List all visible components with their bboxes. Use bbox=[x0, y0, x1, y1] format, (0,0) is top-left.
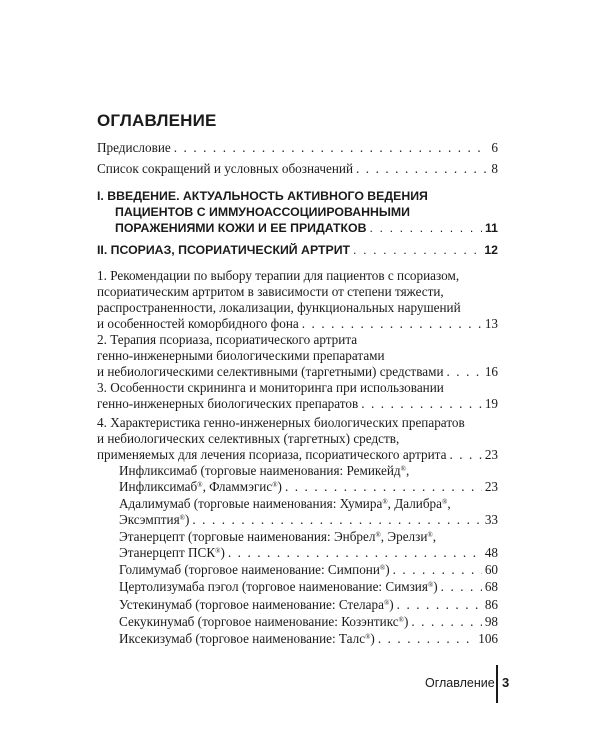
leader-dots bbox=[449, 447, 481, 463]
registered-mark: ® bbox=[215, 547, 221, 555]
entry-title-line bbox=[119, 496, 498, 512]
entry-page-number: 23 bbox=[484, 447, 498, 462]
leader-dots bbox=[393, 562, 482, 578]
entry-title bbox=[119, 579, 438, 595]
entry-title-line: 1. Рекомендации по выбору терапии для пациентов с псориазом, bbox=[97, 268, 460, 283]
drug-text: , Далибра bbox=[387, 496, 442, 511]
entry-page-number: 13 bbox=[484, 316, 498, 331]
registered-mark: ® bbox=[365, 633, 371, 641]
leader-dots bbox=[447, 364, 482, 380]
leader-dots bbox=[353, 242, 481, 258]
drug-text: Иксекизумаб (торговое наименование: Талс bbox=[119, 631, 366, 646]
registered-mark: ® bbox=[427, 531, 433, 539]
leader-dots bbox=[378, 631, 475, 647]
toc-entry-ixekizumab[interactable] bbox=[119, 631, 498, 647]
entry-title: генно-инженерных биологических препаратов bbox=[97, 396, 359, 411]
footer-section-label: Оглавление bbox=[425, 676, 495, 690]
toc-entry-section-3[interactable] bbox=[97, 380, 498, 412]
toc-entry-psoriasis[interactable] bbox=[97, 242, 498, 258]
leader-dots bbox=[370, 220, 483, 236]
entry-page-number: 98 bbox=[484, 614, 498, 629]
leader-dots bbox=[302, 316, 482, 332]
entry-page-number: 19 bbox=[484, 396, 498, 411]
drug-text: Голимумаб (торговое наименование: Симпони bbox=[119, 562, 380, 577]
drug-text: ) bbox=[370, 631, 375, 646]
entry-title bbox=[119, 512, 189, 528]
entry-title bbox=[119, 562, 390, 578]
registered-mark: ® bbox=[427, 581, 434, 589]
toc-entry-golimumab[interactable] bbox=[119, 562, 498, 578]
leader-dots bbox=[411, 614, 481, 630]
footer-page-number: 3 bbox=[502, 675, 510, 690]
registered-mark: ® bbox=[400, 465, 406, 473]
leader-dots bbox=[397, 597, 482, 613]
drug-text: , bbox=[447, 496, 451, 511]
entry-page-number: 33 bbox=[484, 512, 498, 527]
leader-dots bbox=[361, 396, 482, 412]
drug-text: , bbox=[432, 529, 437, 544]
leader-dots bbox=[285, 479, 482, 495]
entry-title bbox=[119, 614, 408, 630]
registered-mark: ® bbox=[398, 616, 404, 624]
entry-title-line: псориатическим артритом в зависимости от степени тяжести, bbox=[97, 284, 444, 299]
drug-text: ) bbox=[385, 562, 390, 577]
toc-entry-secukinumab[interactable] bbox=[119, 614, 498, 630]
entry-title: применяемых для лечения псориаза, псориатического артрита bbox=[97, 447, 447, 462]
drug-text: , bbox=[405, 463, 410, 478]
entry-title-line bbox=[119, 463, 498, 479]
entry-title: и небиологическими селективными (таргетными) средствами bbox=[97, 364, 444, 379]
entry-page-number: 86 bbox=[484, 597, 498, 612]
entry-title-line: распространенности, локализации, функциональных нарушений bbox=[97, 300, 461, 315]
toc-heading: ОГЛАВЛЕНИЕ bbox=[97, 111, 217, 130]
drug-text: Секукинумаб (торговое наименование: Козэнтикс bbox=[119, 614, 399, 629]
entry-title: и особенностей коморбидного фона bbox=[97, 316, 299, 331]
registered-mark: ® bbox=[375, 531, 381, 539]
entry-page-number: 6 bbox=[491, 140, 498, 155]
toc-entry-introduction[interactable] bbox=[97, 188, 498, 236]
entry-page-number: 11 bbox=[485, 221, 498, 235]
toc-entry-section-2[interactable] bbox=[97, 332, 498, 380]
drug-text: ) bbox=[389, 597, 394, 612]
registered-mark: ® bbox=[179, 514, 185, 522]
entry-title-line: ПАЦИЕНТОВ С ИММУНОАССОЦИИРОВАННЫМИ bbox=[115, 205, 410, 219]
entry-page-number: 68 bbox=[484, 579, 498, 594]
drug-text: Адалимумаб (торговые наименования: Хумира bbox=[119, 496, 383, 511]
entry-title-line: 2. Терапия псориаза, псориатического артрита bbox=[97, 332, 358, 347]
drug-text: Инфликсимаб (торговые наименования: Ремикейд bbox=[119, 463, 401, 478]
entry-title-line: I. ВВЕДЕНИЕ. АКТУАЛЬНОСТЬ АКТИВНОГО ВЕДЕНИЯ bbox=[97, 189, 428, 203]
leader-dots bbox=[356, 161, 488, 177]
entry-page-number: 8 bbox=[491, 161, 498, 176]
entry-title: ПОРАЖЕНИЯМИ КОЖИ И ЕЕ ПРИДАТКОВ bbox=[115, 221, 367, 235]
toc-entry-etanercept[interactable] bbox=[119, 529, 498, 561]
leader-dots bbox=[228, 545, 482, 561]
entry-title: Список сокращений и условных обозначений bbox=[97, 161, 353, 176]
toc-entry-infliximab[interactable] bbox=[119, 463, 498, 495]
leader-dots bbox=[174, 140, 489, 156]
drug-text: Устекинумаб (торговое наименование: Стелара bbox=[119, 597, 384, 612]
entry-title: II. ПСОРИАЗ, ПСОРИАТИЧЕСКИЙ АРТРИТ bbox=[97, 243, 351, 257]
leader-dots bbox=[192, 512, 481, 528]
leader-dots bbox=[441, 579, 482, 595]
entry-page-number: 16 bbox=[484, 364, 498, 379]
entry-page-number: 23 bbox=[484, 479, 498, 494]
drug-text: ) bbox=[433, 579, 438, 594]
registered-mark: ® bbox=[197, 481, 203, 489]
drug-text: Этанерцепт (торговые наименования: Энбрел bbox=[119, 529, 376, 544]
registered-mark: ® bbox=[379, 564, 386, 572]
drug-text: , Фламмэгис bbox=[202, 479, 273, 494]
entry-page-number: 12 bbox=[484, 243, 498, 257]
entry-title bbox=[119, 545, 225, 561]
entry-title bbox=[119, 597, 394, 613]
drug-text: Эксэмптия bbox=[119, 512, 180, 527]
entry-title-line: 3. Особенности скрининга и мониторинга при использовании bbox=[97, 380, 444, 395]
toc-entry-ustekinumab[interactable] bbox=[119, 597, 498, 613]
toc-entry-section-1[interactable] bbox=[97, 268, 498, 332]
toc-entry-section-4[interactable] bbox=[97, 415, 498, 463]
entry-page-number: 60 bbox=[484, 562, 498, 577]
registered-mark: ® bbox=[383, 599, 390, 607]
drug-text: , Эрелзи bbox=[380, 529, 428, 544]
registered-mark: ® bbox=[382, 498, 388, 506]
registered-mark: ® bbox=[272, 481, 278, 489]
entry-title-line: 4. Характеристика генно-инженерных биологических препаратов bbox=[97, 415, 465, 430]
toc-entry-abbreviations[interactable] bbox=[97, 161, 498, 177]
entry-title-line: и небиологических селективных (таргетных) средств, bbox=[97, 431, 400, 446]
entry-page-number: 106 bbox=[478, 631, 498, 646]
toc-entry-certolizumab[interactable] bbox=[119, 579, 498, 595]
entry-title bbox=[119, 631, 375, 647]
drug-text: Инфликсимаб bbox=[119, 479, 198, 494]
entry-title bbox=[119, 479, 282, 495]
entry-page-number: 48 bbox=[484, 545, 498, 560]
entry-title-line bbox=[119, 529, 498, 545]
drug-text: ) bbox=[277, 479, 282, 494]
drug-text: ) bbox=[184, 512, 190, 527]
drug-text: ) bbox=[403, 614, 409, 629]
drug-text: ) bbox=[220, 545, 225, 560]
footer-divider bbox=[496, 665, 498, 703]
entry-title-line: генно-инженерными биологическими препаратами bbox=[97, 348, 385, 363]
entry-title: Предисловие bbox=[97, 140, 171, 155]
drug-text: Этанерцепт ПСК bbox=[119, 545, 216, 560]
drug-text: Цертолизумаба пэгол (торговое наименование: Симзия bbox=[119, 579, 428, 594]
toc-entry-preface[interactable] bbox=[97, 140, 498, 156]
registered-mark: ® bbox=[442, 498, 448, 506]
toc-entry-adalimumab[interactable] bbox=[119, 496, 498, 528]
